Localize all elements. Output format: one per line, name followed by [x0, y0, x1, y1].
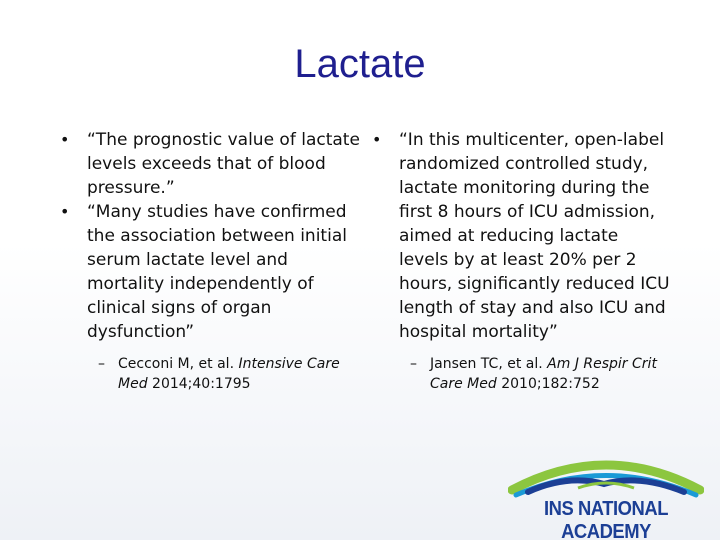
logo-text: INS NATIONAL ACADEMY — [544, 498, 668, 543]
citation-author: Cecconi M, et al. — [118, 356, 235, 372]
citation-details: 2010;182:752 — [501, 376, 600, 392]
bullet-multicenter-study: • “In this multicenter, open-label randomized controlled study, lactate monitoring during the first 8 hours of ICU admission, aimed at reducing lactate levels by at least 20% per 2 hours, significantly reduced ICU length of stay and also ICU and hospital mortality” — [372, 128, 672, 344]
right-column — [372, 128, 672, 394]
citation-details: 2014;40:1795 — [152, 376, 251, 392]
citation-journal: Intensive Care Med — [118, 356, 340, 392]
citation-author: Jansen TC, et al. — [430, 356, 543, 372]
citation-jansen — [372, 354, 672, 394]
left-column — [60, 128, 360, 394]
bullet-many-studies: • “Many studies have confirmed the association between initial serum lactate level and mortality independently of clinical signs of organ dysfunction” — [60, 200, 360, 344]
citation-journal: Am J Respir Crit Care Med — [430, 356, 657, 392]
logo-arch-icon — [508, 448, 704, 500]
citation-cecconi — [60, 354, 360, 394]
bullet-prognostic-value: • “The prognostic value of lactate levels exceeds that of blood pressure.” — [60, 128, 360, 200]
slide-title: Lactate — [294, 42, 426, 86]
ins-logo — [508, 448, 704, 543]
